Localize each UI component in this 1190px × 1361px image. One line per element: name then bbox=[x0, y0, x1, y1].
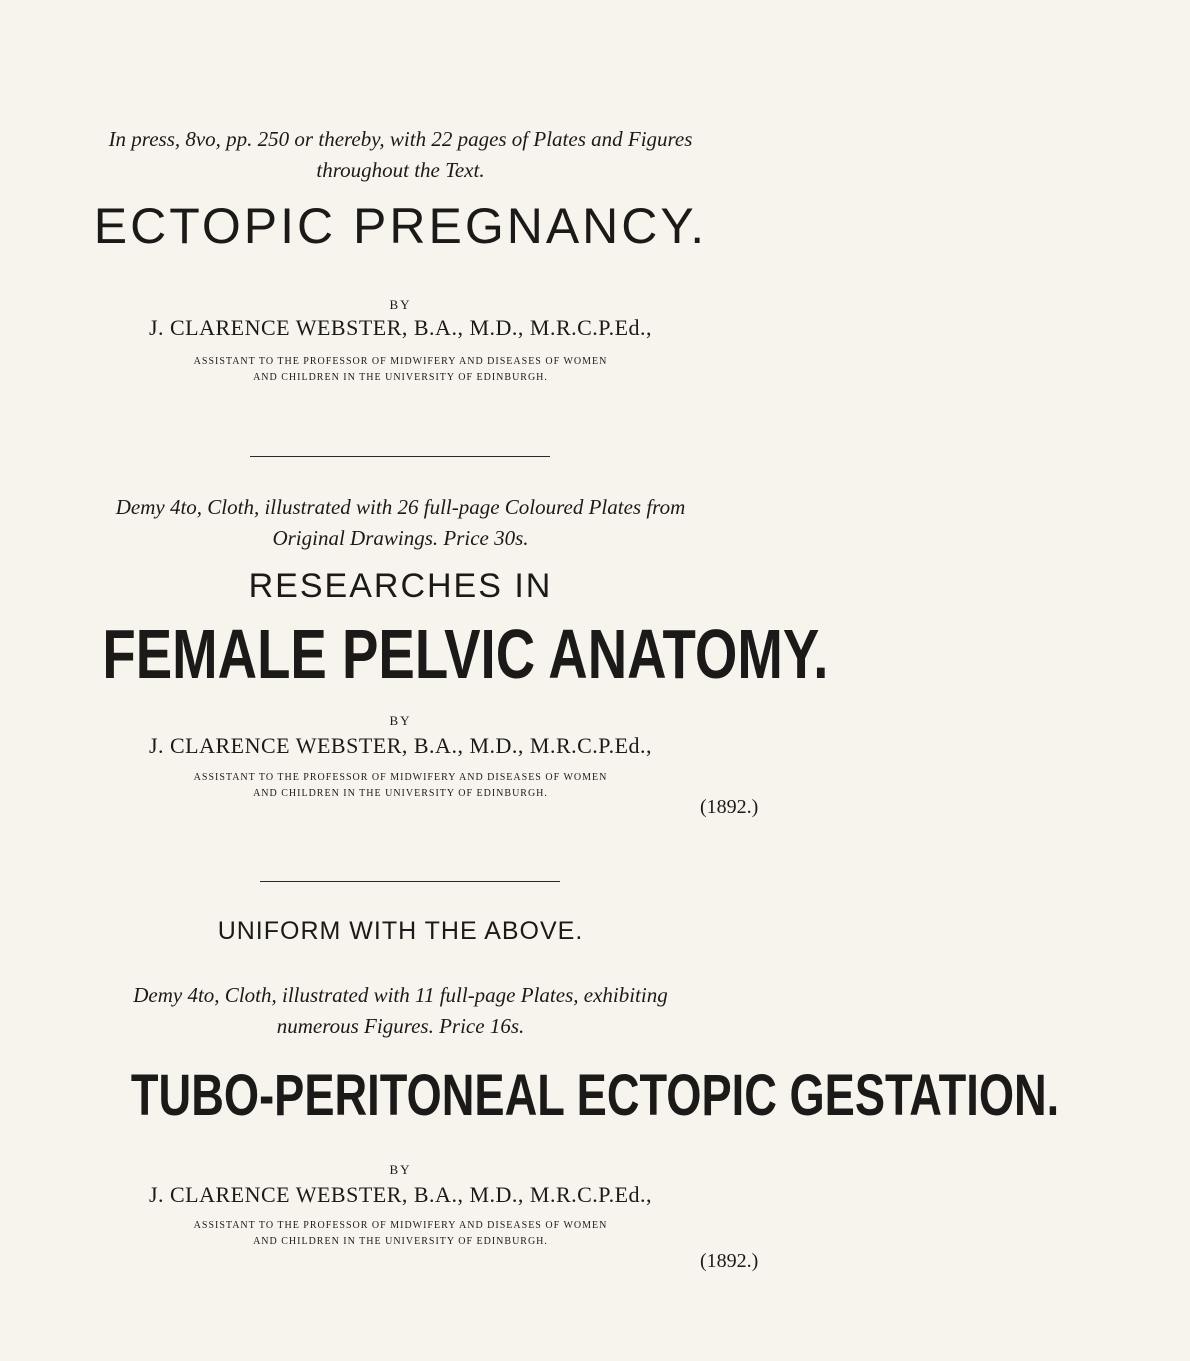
divider-rule-1 bbox=[250, 456, 550, 457]
book3-edition-line2: numerous Figures. Price 16s. bbox=[276, 1014, 525, 1038]
book3-year: (1892.) bbox=[700, 1250, 759, 1272]
book3-position-line2: AND CHILDREN IN THE UNIVERSITY OF EDINBURGH. bbox=[253, 1236, 548, 1247]
press-notice-line1: In press, 8vo, pp. 250 or thereby, with 22 pages of Plates and Figures bbox=[108, 127, 693, 151]
book2-title-line2: FEMALE PELVIC ANATOMY. bbox=[102, 615, 829, 693]
divider-rule-2 bbox=[260, 881, 560, 882]
book1-author: J. CLARENCE WEBSTER, B.A., M.D., M.R.C.P.Ed., bbox=[148, 315, 653, 340]
book2-author: J. CLARENCE WEBSTER, B.A., M.D., M.R.C.P.Ed., bbox=[148, 733, 653, 758]
book3-author: J. CLARENCE WEBSTER, B.A., M.D., M.R.C.P.Ed., bbox=[148, 1182, 653, 1207]
book2-position-line1: ASSISTANT TO THE PROFESSOR OF MIDWIFERY AND DISEASES OF WOMEN bbox=[193, 772, 608, 783]
book2-title-line1: RESEARCHES IN bbox=[248, 567, 553, 605]
book3-edition-line1: Demy 4to, Cloth, illustrated with 11 full-page Plates, exhibiting bbox=[133, 983, 668, 1007]
book1-position-line1: ASSISTANT TO THE PROFESSOR OF MIDWIFERY AND DISEASES OF WOMEN bbox=[193, 356, 608, 367]
book3-by: BY bbox=[389, 1162, 412, 1177]
book3-position-line1: ASSISTANT TO THE PROFESSOR OF MIDWIFERY AND DISEASES OF WOMEN bbox=[193, 1220, 608, 1231]
book2-edition-line2: Original Drawings. Price 30s. bbox=[272, 526, 529, 550]
press-notice-line2: throughout the Text. bbox=[316, 158, 485, 182]
book1-position-line2: AND CHILDREN IN THE UNIVERSITY OF EDINBURGH. bbox=[253, 372, 548, 383]
book1-by: BY bbox=[389, 297, 412, 312]
book2-title-line2-wrap bbox=[0, 614, 829, 696]
uniform-heading: UNIFORM WITH THE ABOVE. bbox=[217, 917, 584, 945]
book1-title: ECTOPIC PREGNANCY. bbox=[93, 198, 708, 254]
book2-year: (1892.) bbox=[700, 796, 759, 818]
book3-title-wrap bbox=[0, 1063, 1060, 1129]
book2-by: BY bbox=[389, 713, 412, 728]
book2-edition-line1: Demy 4to, Cloth, illustrated with 26 full-page Coloured Plates from bbox=[115, 495, 686, 519]
book2-position-line2: AND CHILDREN IN THE UNIVERSITY OF EDINBURGH. bbox=[253, 788, 548, 799]
book3-title: TUBO-PERITONEAL ECTOPIC GESTATION. bbox=[130, 1063, 1060, 1128]
